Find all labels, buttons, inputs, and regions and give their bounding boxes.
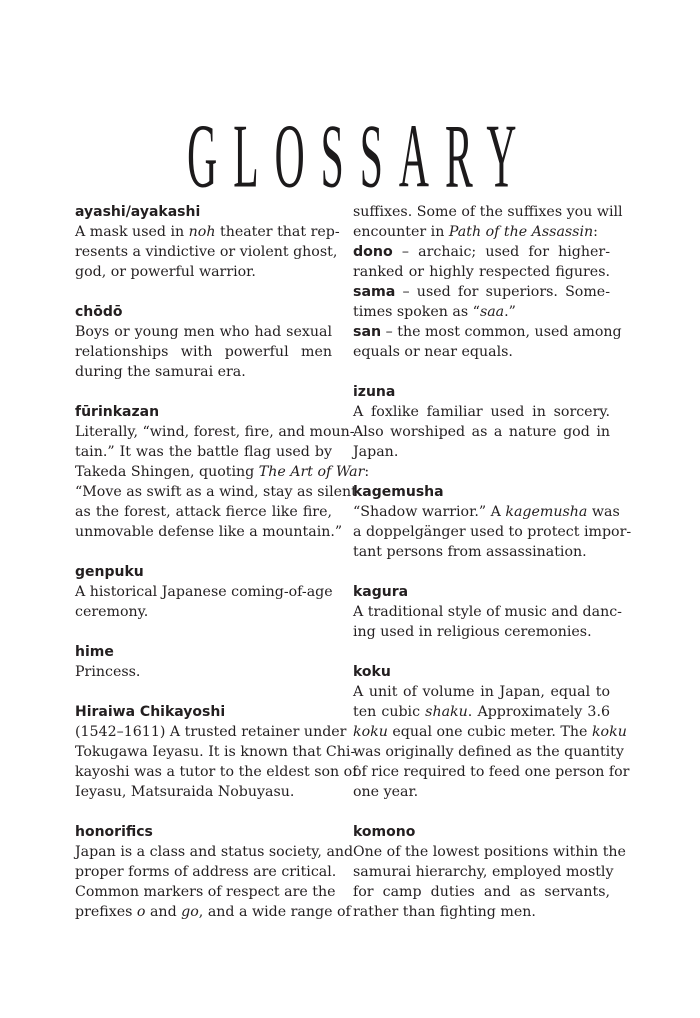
definition-line [75,462,370,482]
definition-line [353,422,610,442]
subterm: san [353,324,382,340]
definition-text: Princess. [75,664,141,680]
definition-line [353,622,610,642]
italic-text: kagemusha [505,504,588,520]
definition-text: encounter in [353,224,449,240]
definition-text: unmovable defense like a mountain.” [75,524,343,540]
definition-line [353,782,610,802]
definition-line [75,722,347,742]
definition-line [353,302,610,322]
definition-line [353,502,620,522]
definition-text: – archaic; used for higher- [392,244,610,260]
glossary-term: honorifics [75,824,153,840]
definition-line [353,202,623,222]
italic-text: saa [479,304,505,320]
definition-line [75,442,332,462]
italic-text: noh [188,224,216,240]
glossary-term: izuna [353,384,396,400]
definition-line [353,862,614,882]
italic-text: koku [353,724,388,740]
glossary-term: chōdō [75,304,123,320]
definition-text: – used for superiors. Some- [395,284,610,300]
definition-line [353,842,626,862]
definition-text: ceremony. [75,604,149,620]
definition-line [353,442,610,462]
glossary-entry [75,202,340,282]
glossary-column-left [75,202,370,942]
glossary-term: koku [353,664,391,680]
glossary-term: kagura [353,584,409,600]
definition-text: suffixes. Some of the suffixes you will [353,204,623,220]
definition-text: ranked or highly respected figures. [353,264,610,280]
definition-line [75,362,332,382]
definition-text: god, or powerful warrior. [75,264,256,280]
glossary-entry [75,642,332,682]
definition-line [75,582,332,602]
glossary-term: fūrinkazan [75,404,160,420]
glossary-entry [353,582,622,642]
definition-text: : [364,464,370,480]
definition-line [75,902,351,922]
definition-line [75,502,332,522]
definition-line [75,862,337,882]
definition-line [353,762,630,782]
italic-text: koku [591,724,627,740]
glossary-entry [353,662,630,802]
definition-line [75,522,343,542]
definition-text: Common markers of respect are the [75,884,336,900]
definition-line [75,322,332,342]
definition-line [75,882,336,902]
definition-text: A traditional style of music and danc- [353,604,622,620]
page-header [0,78,700,208]
definition-line [75,422,355,442]
definition-line [353,262,610,282]
glossary-entry [75,822,354,922]
definition-line [353,542,610,562]
definition-text: a doppelgänger used to protect impor- [353,524,632,540]
definition-line [353,242,610,262]
definition-text: prefixes [75,904,137,920]
glossary-entry [75,562,332,622]
definition-line [75,662,332,682]
glossary-term: genpuku [75,564,144,580]
glossary-term: kagemusha [353,484,444,500]
definition-line [353,342,610,362]
definition-line [75,342,332,362]
subterm: sama [353,284,396,300]
definition-text: tant persons from assassination. [353,544,587,560]
definition-text: samurai hierarchy, employed mostly [353,864,614,880]
definition-line [353,282,610,302]
definition-text: and [145,904,182,920]
definition-line [353,322,622,342]
definition-text: – the most common, used among [381,324,622,340]
definition-text: Also worshiped as a nature god in [353,424,610,440]
glossary-entry [353,382,610,462]
definition-text: Ieyasu, Matsuraida Nobuyasu. [75,784,295,800]
definition-line [75,782,332,802]
definition-text: .” [504,304,516,320]
definition-text: resents a vindictive or violent ghost, [75,244,338,260]
definition-text: Japan is a class and status society, and [75,844,354,860]
glossary-entry [75,302,332,382]
page-title: GLOSSARY [187,107,533,208]
definition-line [75,762,358,782]
definition-line [353,882,610,902]
glossary-column-right [353,202,632,942]
definition-line [75,482,357,502]
definition-line [75,602,332,622]
definition-line [353,222,610,242]
subterm: dono [353,244,393,260]
definition-line [353,402,610,422]
italic-text: The Art of War [258,464,365,480]
definition-text: for camp duties and as servants, [353,884,610,900]
definition-text: Japan. [353,444,399,460]
definition-text: equals or near equals. [353,344,513,360]
definition-text: : [593,224,598,240]
glossary-entry [353,822,626,922]
definition-text: was originally defined as the quantity [353,744,624,760]
italic-text: shaku [425,704,468,720]
definition-text: Boys or young men who had sexual [75,324,332,340]
definition-text: one year. [353,784,419,800]
glossary-entry [353,482,632,562]
definition-line [353,682,610,702]
definition-line [353,722,627,742]
glossary-entry [75,702,358,802]
definition-text: kayoshi was a tutor to the eldest son of [75,764,358,780]
definition-text: “Move as swift as a wind, stay as silent [75,484,357,500]
definition-text: Takeda Shingen, quoting [75,464,259,480]
definition-text: as the forest, attack fierce like fire, [75,504,332,520]
definition-text: during the samurai era. [75,364,246,380]
definition-text: rather than fighting men. [353,904,536,920]
definition-text: was [587,504,620,520]
definition-text: relationships with powerful men [75,344,332,360]
definition-text: A historical Japanese coming-of-age [75,584,333,600]
definition-line [353,602,622,622]
glossary-term: hime [75,644,114,660]
definition-line [353,742,624,762]
definition-line [353,522,632,542]
definition-text: equal one cubic meter. The [387,724,592,740]
definition-line [353,702,610,722]
glossary-term: Hiraiwa Chikayoshi [75,704,226,720]
glossary-term: ayashi/ayakashi [75,204,201,220]
glossary-term: komono [353,824,416,840]
italic-text: o [136,904,146,920]
definition-line [353,902,610,922]
definition-text: times spoken as “ [353,304,480,320]
definition-line [75,242,338,262]
definition-text: proper forms of address are critical. [75,864,337,880]
definition-text: of rice required to feed one person for [353,764,630,780]
definition-text: “Shadow warrior.” A [353,504,506,520]
italic-text: go [181,904,199,920]
definition-text: ten cubic [353,704,426,720]
definition-text: ing used in religious ceremonies. [353,624,592,640]
definition-text: , and a wide range of [198,904,351,920]
definition-text: . Approximately 3.6 [467,704,610,720]
definition-text: tain.” It was the battle flag used by [75,444,332,460]
glossary-entry [75,402,370,542]
glossary-entry [353,202,623,362]
definition-text: Tokugawa Ieyasu. It is known that Chi- [75,744,356,760]
definition-text: A unit of volume in Japan, equal to [353,684,610,700]
definition-text: A mask used in [75,224,189,240]
definition-line [75,222,340,242]
italic-text: Path of the Assassin [448,224,594,240]
definition-text: theater that rep- [215,224,340,240]
definition-text: One of the lowest positions within the [353,844,626,860]
definition-line [75,842,354,862]
definition-text: Literally, “wind, forest, fire, and moun- [75,424,355,440]
definition-line [75,262,332,282]
definition-text: (1542–1611) A trusted retainer under [75,724,347,740]
definition-line [75,742,356,762]
definition-text: A foxlike familiar used in sorcery. [353,404,610,420]
